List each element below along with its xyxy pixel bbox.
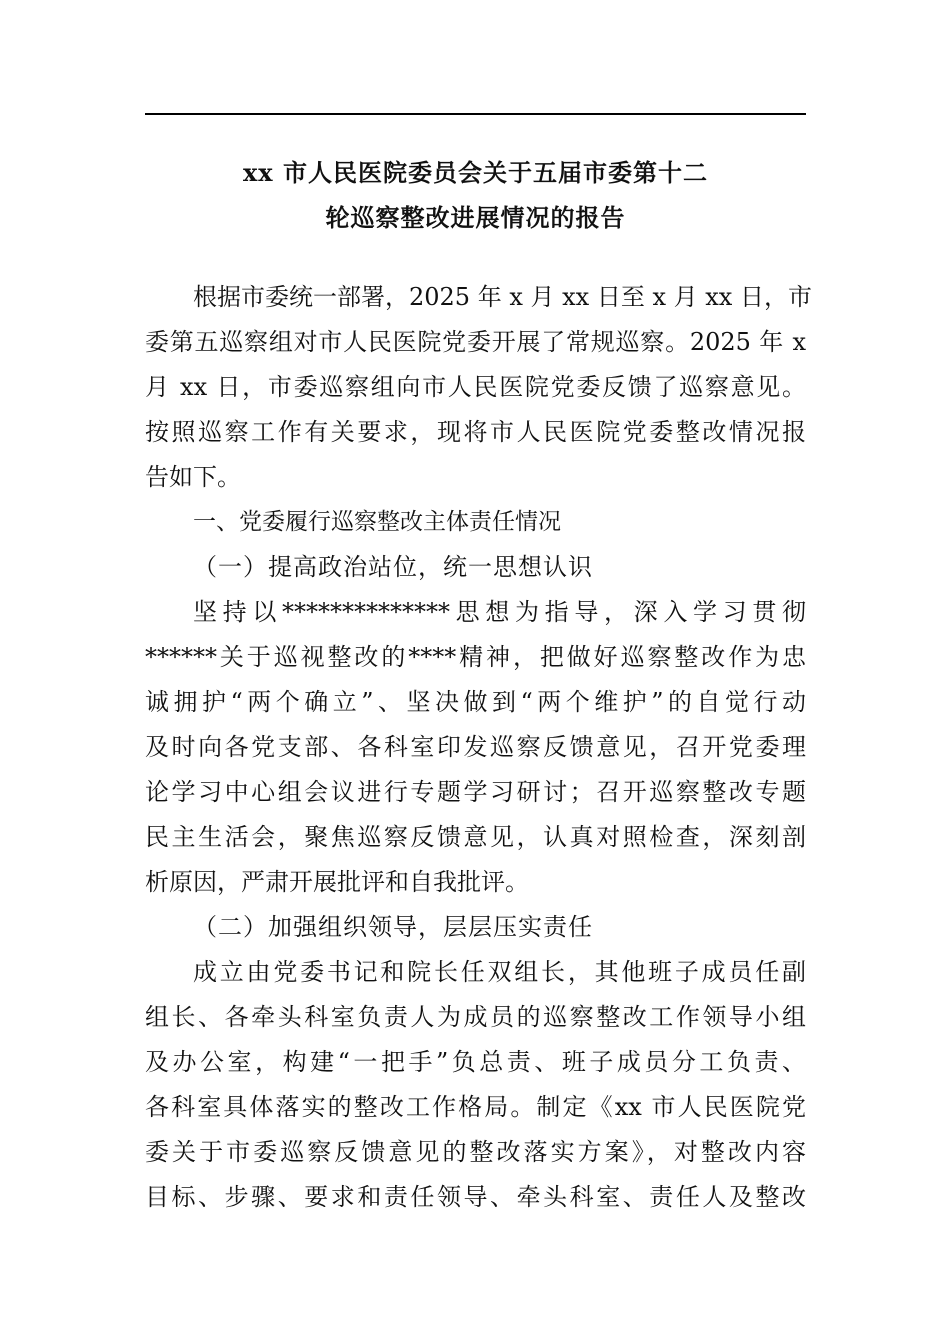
paragraph-line: 委关于市委巡察反馈意见的整改落实方案》，对整改内容 — [145, 1138, 806, 1166]
subsection-heading: （二）加强组织领导，层层压实责任 — [193, 913, 593, 941]
paragraph-line: 及办公室，构建“一把手”负总责、班子成员分工负责、 — [145, 1048, 806, 1076]
paragraph-line: 组长、各牵头科室负责人为成员的巡察整改工作领导小组 — [145, 1003, 806, 1031]
paragraph-line: 各科室具体落实的整改工作格局。制定《xx 市人民医院党 — [145, 1093, 806, 1121]
subsection-paragraph — [145, 950, 806, 1220]
intro-line: 月 xx 日，市委巡察组向市人民医院党委反馈了巡察意见。 — [145, 373, 806, 401]
paragraph-line: 论学习中心组会议进行专题学习研讨；召开巡察整改专题 — [145, 778, 806, 806]
intro-line: 按照巡察工作有关要求，现将市人民医院党委整改情况报 — [145, 418, 806, 446]
paragraph-line: ******关于巡视整改的****精神，把做好巡察整改作为忠 — [145, 643, 806, 671]
title-line-1: xx 市人民医院委员会关于五届市委第十二 — [243, 158, 708, 187]
paragraph-line: 诚拥护“两个确立”、坚决做到“两个维护”的自觉行动 — [145, 688, 806, 716]
paragraph-line: 成立由党委书记和院长任双组长，其他班子成员任副 — [193, 958, 806, 986]
header-rule — [145, 113, 806, 115]
intro-line: 根据市委统一部署，2025 年 x 月 xx 日至 x 月 xx 日，市 — [193, 283, 812, 311]
document-title — [145, 150, 806, 240]
paragraph-line: 目标、步骤、要求和责任领导、牵头科室、责任人及整改 — [145, 1183, 806, 1211]
document-body — [145, 275, 812, 1220]
subsection-paragraph — [145, 590, 806, 905]
paragraph-line: 及时向各党支部、各科室印发巡察反馈意见，召开党委理 — [145, 733, 806, 761]
intro-line: 委第五巡察组对市人民医院党委开展了常规巡察。2025 年 x — [145, 328, 806, 356]
section-heading: 一、党委履行巡察整改主体责任情况 — [193, 509, 561, 535]
intro-paragraph — [145, 275, 812, 500]
title-line-2: 轮巡察整改进展情况的报告 — [325, 203, 626, 232]
subsection-heading: （一）提高政治站位，统一思想认识 — [193, 553, 593, 581]
paragraph-line: 析原因，严肃开展批评和自我批评。 — [145, 868, 529, 896]
intro-line: 告如下。 — [145, 463, 241, 491]
paragraph-line: 民主生活会，聚焦巡察反馈意见，认真对照检查，深刻剖 — [145, 823, 806, 851]
paragraph-line: 坚持以**************思想为指导，深入学习贯彻 — [193, 598, 806, 626]
